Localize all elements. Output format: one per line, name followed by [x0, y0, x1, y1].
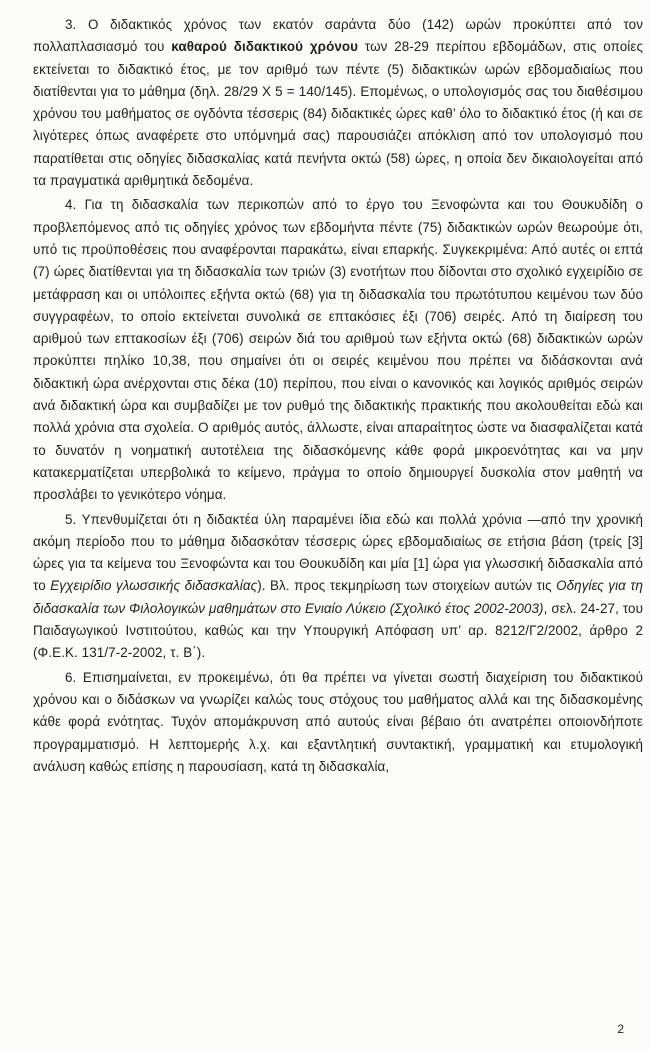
text-segment: 5. Υπενθυμίζεται ότι η διδακτέα ύλη παραμένει ίδια εδώ και πολλά χρόνια —από την χρονική ακόμη περίοδο που το μάθημα διδασκόταν τέσσερις ώρες εβδομαδιαίως σε ετήσια βάση (τρείς [3] ώρες για τα κείμενα του Ξενοφώντα και του Θουκυδίδη και μία [1] ώρα για γλωσσική διδασκαλία από το: [33, 511, 643, 594]
page-number: 2: [617, 1022, 624, 1036]
paragraph-3: [33, 14, 643, 192]
text-segment: 6. Επισημαίνεται, εν προκειμένω, ότι θα πρέπει να γίνεται σωστή διαχείριση του διδακτικού χρόνου και ο διδάσκων να γνωρίζει καλώς τους στόχους του μαθήματος αλλά και της διδασκομένης κάθε φορά ενότητας. Τυχόν απομάκρυνση από αυτούς είναι βέβαιο ότι ανατρέπει οποιονδήποτε προγραμματισμό. Η λεπτομερής λ.χ. και εξαντλητική συντακτική, γραμματική και ετυμολογική ανάλυση καθώς επίσης η παρουσίαση, κατά τη διδασκαλία,: [33, 669, 643, 774]
paragraph-6: [33, 667, 643, 778]
text-segment: 3. Ο διδακτικός χρόνος των εκατόν σαράντα δύο (142) ωρών προκύπτει από τον πολλαπλασιασμό του: [33, 17, 643, 55]
text-segment: 4. Για τη διδασκαλία των περικοπών από το έργο του Ξενοφώντα και του Θουκυδίδη ο προβλεπόμενος από τις οδηγίες χρόνος των εβδομήντα πέντε (75) διδακτικών ωρών θεωρούμε ότι, υπό τις προϋποθέσεις που αναφέρονται παρακάτω, είναι επαρκής. Συγκεκριμένα: Από αυτές οι επτά (7) ώρες διατίθενται για τη διδασκαλία των τριών (3) ενοτήτων που δίδονται στο σχολικό εγχειρίδιο σε μετάφραση και οι υπόλοιπες εξήντα οκτώ (68) για τη διδασκαλία του πρωτότυπου κειμένου των δύο συγγραφέων, το οποίο εκτείνεται συνολικά σε επτακόσιες έξι (706) σειρές. Από τη διαίρεση του αριθμού των επτακοσίων έξι (706) σειρών διά του αριθμού των εξήντα οκτώ (68) διδακτικών ωρών προκύπτει πηλίκο 10,38, που σημαίνει ότι οι σειρές κειμένου που πρέπει να διδάσκονται ανά διδακτική ώρα ανέρχονται στις δέκα (10) περίπου, που είναι ο κανονικός και λογικός αριθμός σειρών ανά διδακτική ώρα και συμβαδίζει με τον ρυθμό της διδακτικής πρακτικής που ακολουθείται εδώ και πολλά χρόνια στα σχολεία. Ο αριθμός αυτός, άλλωστε, είναι απαραίτητος ώστε να διασφαλίζεται κατά το δυνατόν η νοηματική αυτοτέλεια της διδασκόμενης κάθε φορά μικροενότητας και να μην κατακερματίζεται υπερβολικά το κείμενο, πράγμα το οποίο δημιουργεί δυσκολία στον μαθητή να προσλάβει το γενικότερο νόημα.: [33, 197, 643, 503]
bold-text-segment: καθαρού διδακτικού χρόνου: [171, 39, 359, 55]
italic-text-segment: Εγχειρίδιο γλωσσικής διδασκαλίας: [50, 578, 258, 594]
paragraph-5: [33, 509, 643, 665]
italic-text-segment: Οδηγίες για τη διδασκαλία των Φιλολογικών μαθημάτων στο Ενιαίο Λύκειο (Σχολικό έτος 2002-2003): [33, 578, 643, 616]
body-text: [33, 14, 643, 780]
text-segment: ). Βλ. προς τεκμηρίωση των στοιχείων αυτών τις: [257, 578, 557, 594]
text-segment: , σελ. 24-27, του Παιδαγωγικού Ινστιτούτου, καθώς και την Υπουργική Απόφαση υπ’ αρ. 8212/Γ2/2002, άρθρο 2 (Φ.Ε.Κ. 131/7-2-2002, τ. Β΄).: [33, 600, 643, 661]
paragraph-4: [33, 194, 643, 506]
text-segment: των 28-29 περίπου εβδομάδων, στις οποίες εκτείνεται το διδακτικό έτος, με τον αριθμό των πέντε (5) διδακτικών ωρών εβδομαδιαίως που διατίθενται για το μάθημα (δηλ. 28/29 Χ 5 = 140/145). Επομένως, ο υπολογισμός σας του διαθέσιμου χρόνου του μαθήματος σε ογδόντα τέσσερις (84) διδακτικές ώρες καθ’ όλο το διδακτικό έτος (ή και σε λιγότερες όπως αναφέρετε στο υπόμνημά σας) παρουσιάζει απόκλιση από τον υπολογισμό που παρατίθεται στις οδηγίες διδασκαλίας κατά πενήντα οκτώ (58) ώρες, η οποία δεν δικαιολογείται από τα πραγματικά αριθμητικά δεδομένα.: [33, 39, 644, 189]
